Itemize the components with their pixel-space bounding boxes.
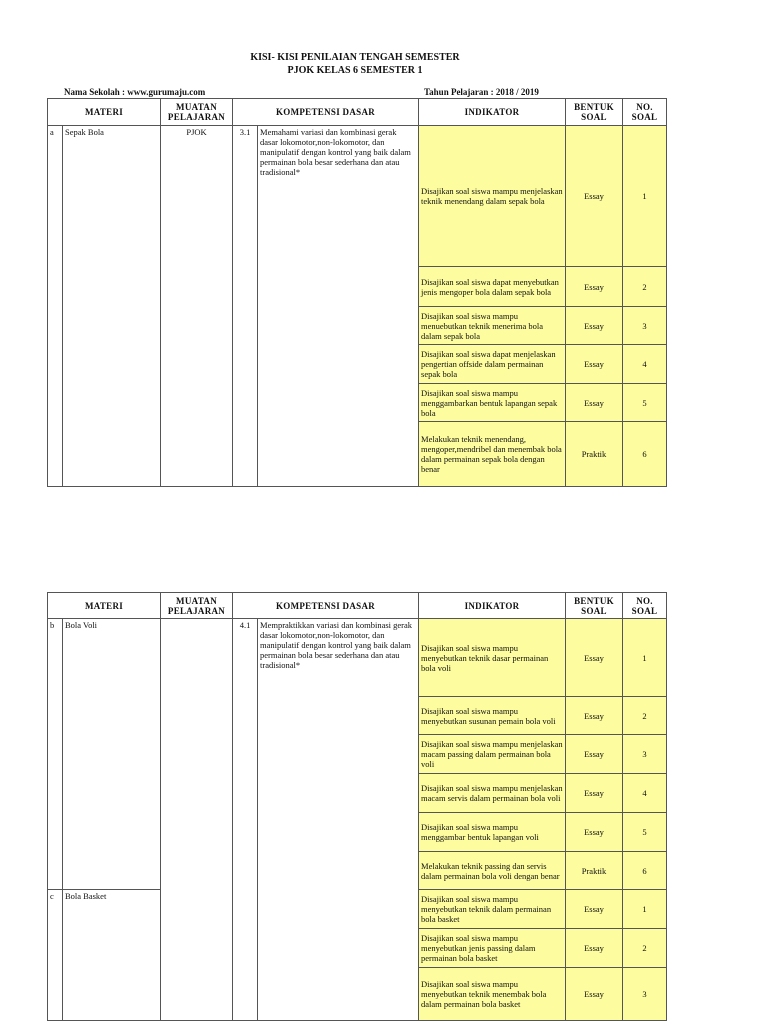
bentuk-soal: Essay xyxy=(566,929,623,968)
bentuk-soal: Essay xyxy=(566,345,623,384)
no-soal: 1 xyxy=(623,890,667,929)
header-bentuk: BENTUK SOAL xyxy=(566,99,623,126)
bentuk-soal: Essay xyxy=(566,774,623,813)
no-soal: 3 xyxy=(623,307,667,345)
muatan-pelajaran: PJOK xyxy=(161,126,233,487)
bentuk-soal: Essay xyxy=(566,813,623,852)
no-soal: 3 xyxy=(623,968,667,1021)
indikator: Melakukan teknik passing dan servis dalam permainan bola voli dengan benar xyxy=(419,852,566,890)
indikator: Disajikan soal siswa mampu menggambarkan bentuk lapangan sepak bola xyxy=(419,384,566,422)
no-soal: 4 xyxy=(623,774,667,813)
no-soal: 6 xyxy=(623,422,667,487)
kd-number: 3.1 xyxy=(233,126,258,487)
header-indikator: INDIKATOR xyxy=(419,99,566,126)
grid-table-2 xyxy=(47,592,667,1021)
indikator: Melakukan teknik menendang, mengoper,mendribel dan menembak bola dalam permainan sepak bola dengan benar xyxy=(419,422,566,487)
kd-number: 4.1 xyxy=(233,619,258,1021)
indikator: Disajikan soal siswa mampu menyebutkan teknik dasar permainan bola voli xyxy=(419,619,566,697)
materi-letter: b xyxy=(48,619,63,890)
header-materi: MATERI xyxy=(48,593,161,619)
no-soal: 5 xyxy=(623,813,667,852)
bentuk-soal: Essay xyxy=(566,307,623,345)
no-soal: 1 xyxy=(623,619,667,697)
document-subtitle: PJOK KELAS 6 SEMESTER 1 xyxy=(287,65,423,76)
bentuk-soal: Essay xyxy=(566,890,623,929)
indikator: Disajikan soal siswa dapat menjelaskan pengertian offside dalam permainan sepak bola xyxy=(419,345,566,384)
no-soal: 6 xyxy=(623,852,667,890)
table-row xyxy=(48,619,667,697)
bentuk-soal: Praktik xyxy=(566,422,623,487)
bentuk-soal: Essay xyxy=(566,126,623,267)
academic-year: Tahun Pelajaran : 2018 / 2019 xyxy=(424,87,539,97)
header-no: NO. SOAL xyxy=(623,99,667,126)
bentuk-soal: Praktik xyxy=(566,852,623,890)
bentuk-soal: Essay xyxy=(566,619,623,697)
no-soal: 2 xyxy=(623,697,667,735)
bentuk-soal: Essay xyxy=(566,968,623,1021)
no-soal: 2 xyxy=(623,929,667,968)
materi-name: Bola Voli xyxy=(63,619,161,890)
indikator: Disajikan soal siswa dapat menyebutkan jenis mengoper bola dalam sepak bola xyxy=(419,267,566,307)
header-muatan: MUATAN PELAJARAN xyxy=(161,593,233,619)
bentuk-soal: Essay xyxy=(566,384,623,422)
bentuk-soal: Essay xyxy=(566,735,623,774)
indikator: Disajikan soal siswa mampu menggambar bentuk lapangan voli xyxy=(419,813,566,852)
grid-table-1 xyxy=(47,98,667,487)
indikator: Disajikan soal siswa mampu menjelaskan teknik menendang dalam sepak bola xyxy=(419,126,566,267)
header-muatan: MUATAN PELAJARAN xyxy=(161,99,233,126)
indikator: Disajikan soal siswa mampu menyebutkan teknik menembak bola dalam permainan bola basket xyxy=(419,968,566,1021)
indikator: Disajikan soal siswa mampu menjelaskan macam servis dalam permainan bola voli xyxy=(419,774,566,813)
materi-letter: a xyxy=(48,126,63,487)
materi-name: Bola Basket xyxy=(63,890,161,1021)
kd-text: Mempraktikkan variasi dan kombinasi gerak dasar lokomotor,non-lokomotor, dan manipulatif dengan kontrol yang baik dalam permainan bola besar sederhana dan atau tradisional* xyxy=(258,619,419,1021)
header-materi: MATERI xyxy=(48,99,161,126)
muatan-pelajaran xyxy=(161,619,233,1021)
materi-name: Sepak Bola xyxy=(63,126,161,487)
bentuk-soal: Essay xyxy=(566,697,623,735)
header-no: NO. SOAL xyxy=(623,593,667,619)
indikator: Disajikan soal siswa mampu menyebutkan susunan pemain bola voli xyxy=(419,697,566,735)
no-soal: 1 xyxy=(623,126,667,267)
no-soal: 3 xyxy=(623,735,667,774)
bentuk-soal: Essay xyxy=(566,267,623,307)
table-row xyxy=(48,126,667,267)
header-bentuk: BENTUK SOAL xyxy=(566,593,623,619)
table-header xyxy=(48,593,667,619)
no-soal: 4 xyxy=(623,345,667,384)
indikator: Disajikan soal siswa mampu menyebutkan teknik dalam permainan bola basket xyxy=(419,890,566,929)
materi-letter: c xyxy=(48,890,63,1021)
school-name: Nama Sekolah : www.gurumaju.com xyxy=(64,87,206,97)
no-soal: 5 xyxy=(623,384,667,422)
indikator: Disajikan soal siswa mampu menjelaskan macam passing dalam permainan bola voli xyxy=(419,735,566,774)
indikator: Disajikan soal siswa mampu menuebutkan teknik menerima bola dalam sepak bola xyxy=(419,307,566,345)
header-kd: KOMPETENSI DASAR xyxy=(233,99,419,126)
indikator: Disajikan soal siswa mampu menyebutkan jenis passing dalam permainan bola basket xyxy=(419,929,566,968)
header-kd: KOMPETENSI DASAR xyxy=(233,593,419,619)
header-indikator: INDIKATOR xyxy=(419,593,566,619)
no-soal: 2 xyxy=(623,267,667,307)
document-title: KISI- KISI PENILAIAN TENGAH SEMESTER xyxy=(250,52,460,63)
table-header xyxy=(48,99,667,126)
kd-text: Memahami variasi dan kombinasi gerak dasar lokomotor,non-lokomotor, dan manipulatif dengan kontrol yang baik dalam permainan bola besar sederhana dan atau tradisional* xyxy=(258,126,419,487)
